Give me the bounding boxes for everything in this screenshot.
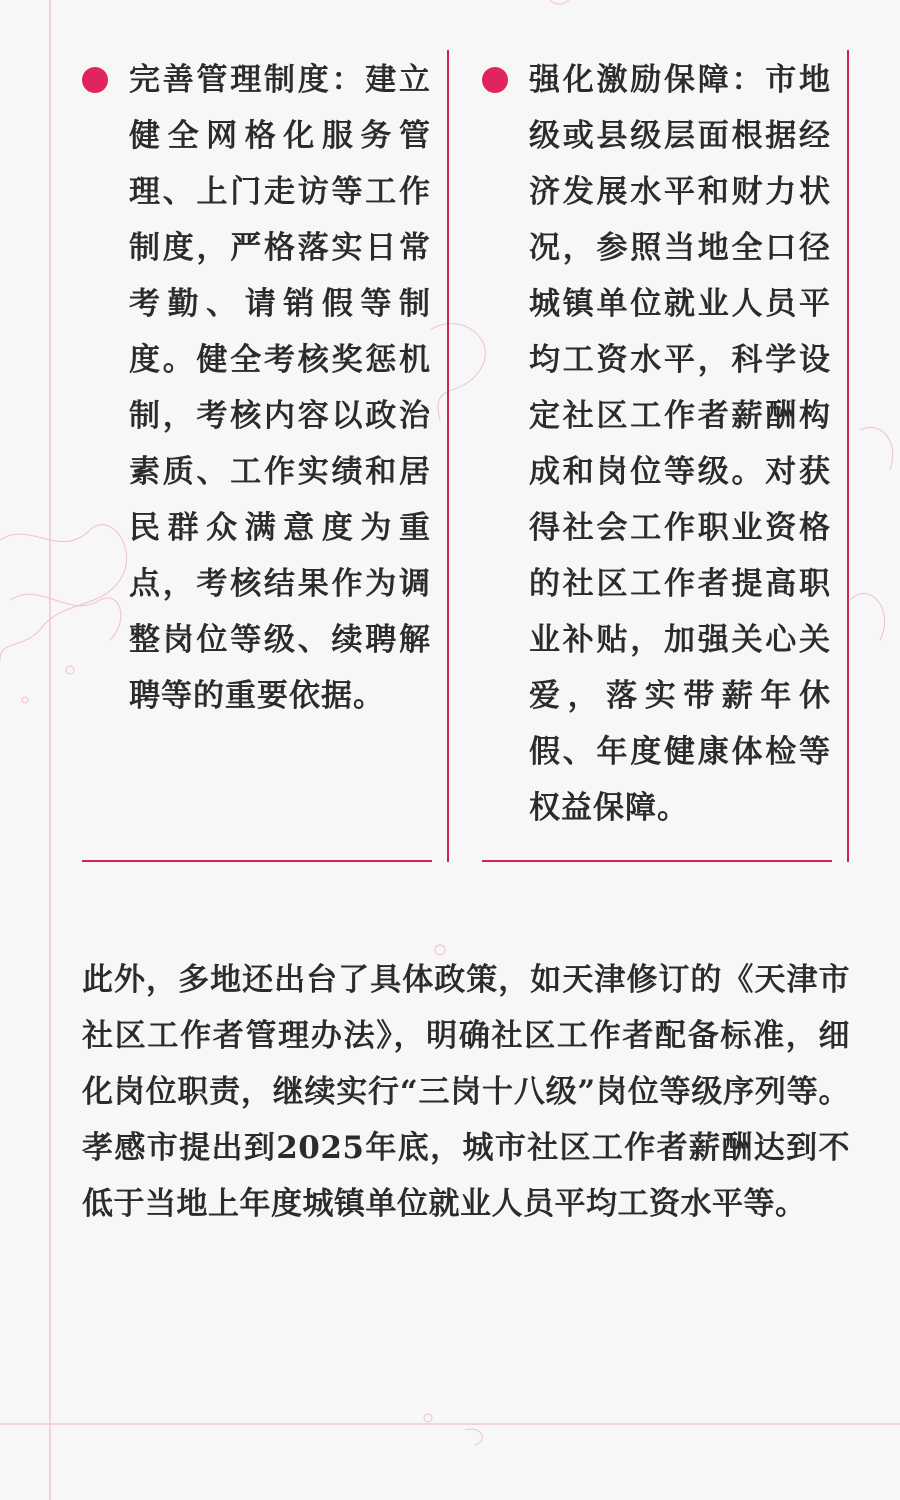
policy-card-incentive bbox=[482, 50, 832, 862]
card-text: 完善管理制度：建立健全网格化服务管理、上门走访等工作制度，严格落实日常考勤、请销假等制度。健全考核奖惩机制，考核内容以政治素质、工作实绩和居民群众满意度为重点，考核结果作为调整岗位等级、续聘解聘等的重要依据。 bbox=[129, 62, 431, 714]
card-text: 强化激励保障：市地级或县级层面根据经济发展水平和财力状况，参照当地全口径城镇单位就业人员平均工资水平，科学设定社区工作者薪酬构成和岗位等级。对获得社会工作职业资格的社区工作者提高职业补贴，加强关心关爱，落实带薪年休假、年度健康体检等权益保障。 bbox=[529, 62, 831, 826]
bullet-dot-icon bbox=[482, 67, 508, 93]
card-right-rule bbox=[447, 50, 449, 862]
card-right-rule bbox=[847, 50, 849, 862]
card-bottom-rule bbox=[482, 860, 832, 862]
policy-card-management bbox=[82, 50, 432, 862]
bullet-dot-icon bbox=[82, 67, 108, 93]
card-bottom-rule bbox=[82, 860, 432, 862]
body-paragraph: 此外，多地还出台了具体政策，如天津修订的《天津市社区工作者管理办法》，明确社区工作者配备标准，细化岗位职责，继续实行“三岗十八级”岗位等级序列等。孝感市提出到2025年底，城市社区工作者薪酬达到不低于当地上年度城镇单位就业人员平均工资水平等。 bbox=[82, 962, 850, 1222]
